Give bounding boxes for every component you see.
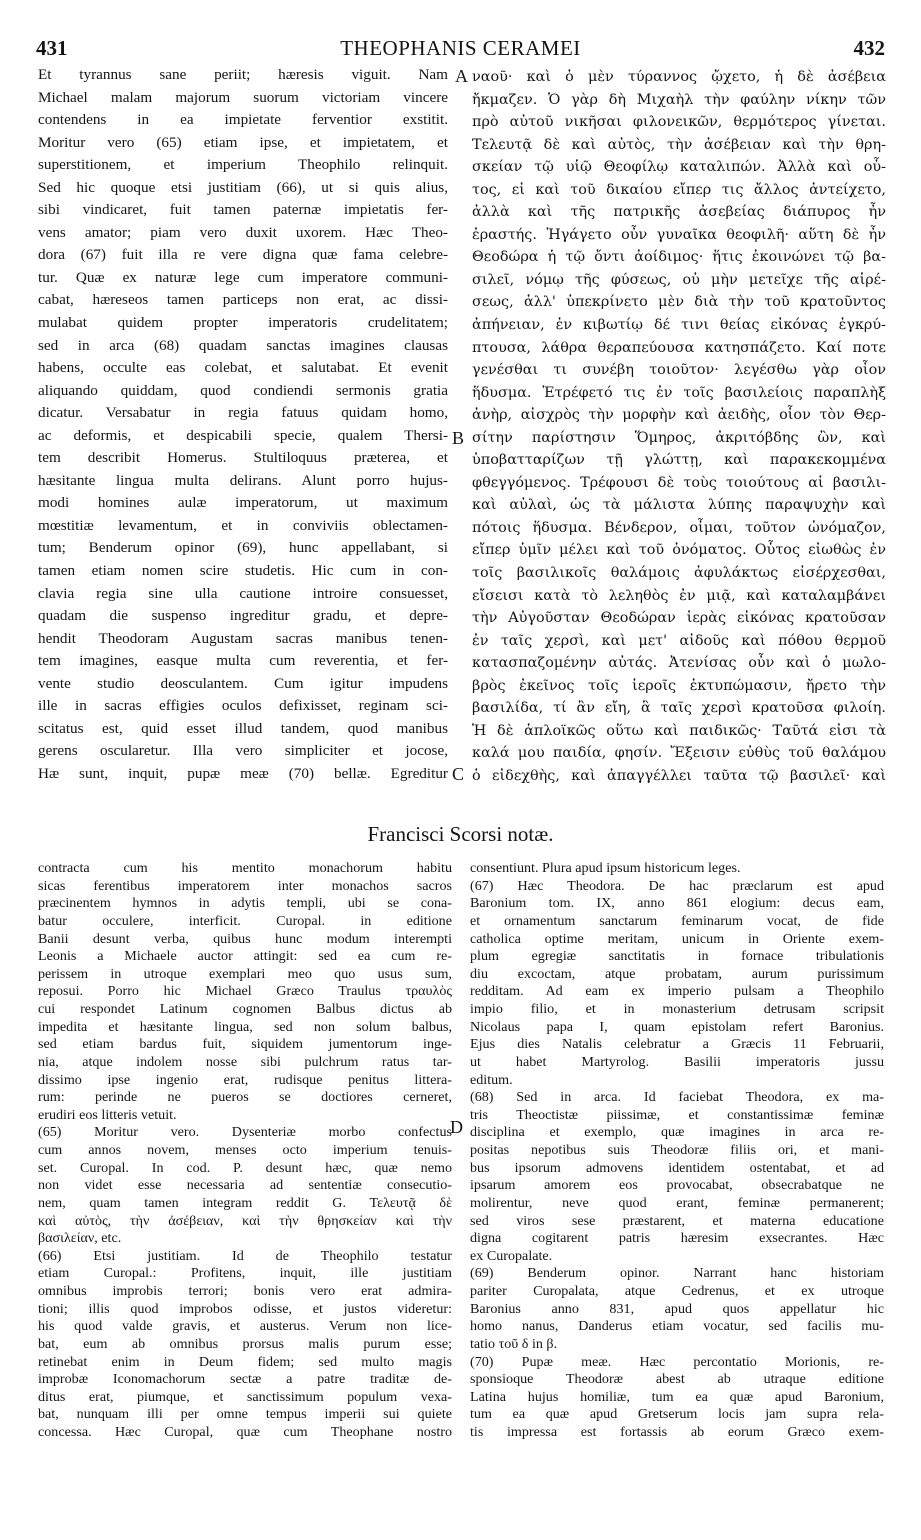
latin-text-line: tum; Benderum opinor (69), hunc appellabant, si [38,539,448,557]
latin-text-line: sed in arca (68) quadam sanctas imagines clausas [38,336,448,354]
latin-text-line: dicatur. Versabatur in regia fatuus quidam homo, [38,404,448,422]
greek-text-line: κατασπαζομένην αὐτάς. Ἀτενίσας οὖν καὶ ὁ μωλο- [472,655,886,672]
note-line: rum: perinde ne pueros se doctiores cerneret, [38,1089,452,1106]
latin-text-line: ille in sacras effigies oculos defixisset, reginam sci- [38,697,448,715]
page-number-right: 432 [853,36,885,60]
margin-marker-b: B [452,428,465,448]
note-line: sed viros sese præstarent, et materna educatione [470,1212,884,1229]
note-line: Banii desunt verba, quibus hunc modum interempti [38,930,452,947]
latin-text-line: contendens in ea impietate ferventior exstitit. [38,111,448,129]
note-line: disciplina et exemplo, quæ imagines in arca re- [470,1124,884,1141]
greek-text-line: γενέσθαι τι συνέβη τοιοῦτον· λεγέσθω γὰρ οἷον [472,362,886,379]
latin-text-line: Moritur vero (65) etiam ipse, et impietatem, et [38,133,448,151]
note-line: pariter Curopalata, atque Cedrenus, et ex utroque [470,1283,884,1299]
greek-text-line: ἐν ταῖς χερσὶ, καὶ μετ' αἰδοῦς καὶ πόθου θερμοῦ [472,632,886,649]
note-line: sponsioque Theodoræ abest ab utraque editione [470,1371,884,1388]
latin-text-line: quadam die suspenso ingreditur gradu, et depre- [38,607,448,625]
latin-text-line: tamen etiam nomen scire studetis. Hic cum in con- [38,562,448,580]
note-line: et ornamentum sanctarum feminarum vocat, de fide [470,912,884,929]
note-line: impio filio, et in monasterium detrusam scripsit [470,1001,884,1017]
note-line: non videt esse necessaria ad sententiæ consecutio- [38,1177,452,1194]
note-line: Leonis a Michaele auctor attingit: sed ea cum re- [38,948,452,965]
latin-text-line: Hæ sunt, inquit, pupæ meæ (70) bellæ. Egreditur [38,764,448,782]
note-line: improbæ Iconomachorum sectæ a patre traditæ de- [38,1371,452,1388]
note-line: præcinentem hymnos in adytis templi, ubi se cona- [38,895,452,912]
greek-text-line: ναοῦ· καὶ ὁ μὲν τύραννος ᾤχετο, ἡ δὲ ἀσέβεια [472,69,886,85]
latin-text-line: scitatus est, quid esset illud tandem, quod manibus [38,719,448,737]
note-line: set. Curopal. In cod. P. desunt hæc, quæ nemo [38,1159,452,1176]
latin-text-line: vente studio deosculantem. Cum igitur impudens [38,674,448,692]
note-line: ex Curopalate. [470,1247,553,1264]
latin-text-line: habens, occulte eas colebat, et salutabat. Et evenit [38,359,448,377]
greek-text-line: καὶ αὐλαὶ, ὡς τὰ μάλιστα λύπης παραψυχὴν καὶ [472,497,886,514]
note-line: contracta cum his mentito monachorum habitu [38,860,452,876]
note-line: tatio τοῦ δ in β. [470,1335,558,1352]
note-line: καὶ αὐτὸς, τὴν ἀσέβειαν, καὶ τὴν θρησκείαν καὶ τὴν [38,1212,452,1229]
latin-text-line: tur. Quæ ex naturæ lege cum imperatore communi- [38,268,448,286]
note-line: (66) Etsi justitiam. Id de Theophilo testatur [38,1247,452,1264]
notes-heading: Francisci Scorsi notæ. [367,822,554,846]
note-line: (68) Sed in arca. Id faciebat Theodora, ex ma- [470,1089,884,1106]
note-line: erudiri eos litteris vetuit. [38,1106,177,1123]
greek-text-line: ἀνὴρ, αἰσχρὸς τὴν μορφὴν καὶ ἀειδὴς, οἷον τὸν Θερ- [472,407,886,424]
note-line: ut habet Martyrolog. Basilii imperatoris jussu [470,1053,884,1070]
greek-text-line: Τελευτᾷ δὲ καὶ αὐτὸς, τὴν ἀσέβειαν καὶ τὴν θρη- [472,136,886,153]
running-title: THEOPHANIS CERAMEI [340,36,581,60]
latin-text-line: hæsitante lingua multa delirans. Alunt porro hujus- [38,471,448,489]
greek-text-line: τος, εἰ καὶ τοῦ δικαίου εἴπερ τις ἄλλος ἀντείχετο, [472,181,886,198]
notes-left-column [38,860,452,1460]
note-line: homo nanus, Danderus etiam vocatur, sed facilis mu- [470,1318,884,1335]
latin-text-line: Michael malam majorum suorum victoriam vincere [38,88,448,106]
greek-text-line: εἴσεισι κατὰ τὸ λεληθὸς ἐν μιᾷ, καὶ καταλαμβάνει [472,587,886,604]
greek-text-line: σκείαν τῷ υἱῷ Θεοφίλῳ καταλιπών. Ἀλλὰ καὶ οὗ- [472,159,886,176]
note-line: reposui. Porro hic Michael Græco Traulus τραυλὸς [38,983,452,1000]
latin-text-line: vens amator; piam vero duxit uxorem. Hæc Theo- [38,223,448,241]
note-line: sicas ferentibus imperatorem inter monachos sacros [38,877,452,894]
latin-text-line: modi homines aulæ imperatorum, ut maximum [38,494,448,512]
note-line: Nicolaus papa I, quam epistolam refert Baronius. [470,1018,884,1035]
greek-text-line: ἥδυσμα. Ἐτρέφετό τις ἐν τοῖς βασιλείοις παραπλὴξ [472,384,886,401]
note-line: (67) Hæc Theodora. De hac præclarum est apud [470,877,884,894]
note-line: bus ipsorum admovens identidem ostentabat, et ad [470,1159,884,1176]
greek-text-line: πτουσα, λάθρα θεραπεύουσα κατησπάζετο. Καί ποτε [472,339,886,356]
note-line: his quod valde gravis, et austerus. Verum non lice- [38,1318,452,1335]
note-line: (70) Pupæ meæ. Hæc percontatio Morionis, re- [470,1353,884,1370]
latin-text-line: hendit Theodoram Augustam sacras manibus tenen- [38,629,448,647]
greek-text-line: ἀλλὰ καὶ τῆς πατρικῆς ἀσεβείας διάπυρος ἦν [472,204,886,221]
note-line: molirentur, neve quod erant, feminæ permanerent; [470,1194,884,1211]
note-line: nia, atque indolem nosse sibi pulchrum ratus tar- [38,1053,452,1070]
note-line: etiam Curopal.: Profitens, inquit, ille justitiam [38,1265,452,1282]
note-line: positas nepotibus suis Theodoræ filiis ori, et mani- [470,1142,884,1158]
greek-text-line: ἀπήνειαν, ἐν κιβωτίῳ δέ τινι θείας εἰκόνας ἐγκρύ- [472,317,886,334]
note-line: cui respondet Latinum cognomen Balbus dictus ab [38,1001,452,1017]
note-line: digna cogitarent patris hæresim exsecrantes. Hæc [470,1230,884,1247]
note-line: tis impressa est fortassis ab eorum Græco exem- [470,1424,884,1440]
note-line: Baronius anno 831, apud quos appellatur hic [470,1300,884,1317]
greek-text-line: Θεοδώρα ἡ τῷ ὄντι ἀοίδιμος· ἥτις ἐκοινώνει τῷ βα- [472,249,886,266]
note-line: (69) Benderum opinor. Narrant hanc historiam [470,1265,884,1282]
margin-marker-c: C [452,764,465,784]
notes-right-column [470,860,884,1460]
note-line: Ejus dies Natalis celebratur a Græcis 11 Februarii, [470,1036,884,1053]
note-line: impedita et hæsitante lingua, sed non solum balbus, [38,1018,452,1035]
margin-marker-d: D [450,1117,463,1137]
note-line: catholica optime meritam, unicum in Oriente exem- [470,930,884,947]
note-line: tioni; illis quod improbos odisse, et justos videretur: [38,1300,452,1317]
note-line: editum. [470,1071,513,1088]
note-line: plum egregiæ sanctitatis in fornace tribulationis [470,948,884,965]
note-line: (65) Moritur vero. Dysenteriæ morbo confectus [38,1124,452,1141]
latin-text-line: tem imagines, easque multa cum reverentia, et fer- [38,652,448,670]
note-line: ipsarum amorem eos provocabat, obsecrabatque ne [470,1177,884,1194]
latin-text-column [38,64,448,789]
note-line: nem, quam tamen integram reddit G. Τελευτᾷ δὲ [38,1194,452,1211]
note-line: Baronium tom. IX, anno 861 elogium: decus eam, [470,895,884,912]
note-line: consentiunt. Plura apud ipsum historicum leges. [470,860,741,876]
page-number-left: 431 [36,36,68,60]
latin-text-line: cabat, hæreseos tamen particeps non erat, ac dissi- [38,291,448,309]
note-line: dissimo ipse ingenio erat, rudisque penitus littera- [38,1071,452,1088]
latin-text-line: superstitionem, et imperium Theophilo relinquit. [38,156,448,174]
note-line: cum annos novem, menses octo imperium tenuis- [38,1142,452,1158]
greek-text-line: σίτην παρίστησιν Ὅμηρος, ἀκριτόβδης ὢν, καὶ [472,429,886,446]
note-line: concessa. Hæc Curopal, quæ cum Theophane nostro [38,1424,452,1440]
latin-text-line: clavia regia sine ulla cautione introire consuesset, [38,584,448,602]
note-line: tris Theoctistæ piissimæ, et constantissimæ feminæ [470,1106,884,1123]
greek-text-line: εἴπερ ὑμῖν μέλει καὶ τοῦ ὀνόματος. Οὗτος εἰωθὼς ἐν [472,542,886,559]
latin-text-line: ac deformis, et despicabili specie, qualem Thersi- [38,426,448,444]
greek-text-line: βρὸς ἐκεῖνος τοῖς ἱεροῖς ἐκτυπώμασιν, ἤρετο τὴν [472,677,886,694]
greek-text-line: τοῖς βασιλικοῖς θαλάμοις ἀφυλάκτως εἰσέρχεσθαι, [472,565,886,582]
greek-text-line: ὑποβατταρίζων τῇ γλώττῃ, καὶ παρακεκομμένα [472,452,886,469]
greek-text-line: Ἡ δὲ ἁπλοϊκῶς οὕτω καὶ παιδικῶς· Ταῦτά εἰσι τὰ [472,722,886,739]
greek-text-line: ἐραστής. Ἠγάγετο οὖν γυναῖκα θεοφιλῆ· αὕτη δὲ ἦν [472,226,886,243]
note-line: redditam. Ad eam ex imperio pulsam a Theophilo [470,983,884,1000]
note-line: Latina hujus homiliæ, tum ea quæ apud Baronium, [470,1388,884,1405]
latin-text-line: mœstitiæ levamentum, et in conviviis oblectamen- [38,516,448,534]
greek-text-line: καλά μου παιδία, φησίν. Ἔξεισιν εὐθὺς τοῦ θαλάμου [472,745,886,762]
greek-text-line: βασιλίδα, τί ἂν εἴη, ἃ ταῖς χερσὶ κρατοῦσα φιλοίη. [472,700,886,717]
latin-text-line: gerens oscularetur. Illa vero simpliciter et jocose, [38,742,448,760]
note-line: tum ea quæ apud Gretserum locis jam supra rela- [470,1406,884,1423]
note-line: bat, nunquam illi per omne tempus imperii sui quiete [38,1406,452,1423]
latin-text-line: aliquando quiddam, quod condiendi sermonis gratia [38,381,448,399]
greek-text-line: ἤκμαζεν. Ὁ γὰρ δὴ Μιχαὴλ τὴν φαύλην νίκην τῶν [472,91,886,108]
note-line: batur occulere, interficit. Curopal. in editione [38,912,452,929]
note-line: ditus erat, piumque, et sanctissimum populum vexa- [38,1388,452,1405]
note-line: bat, eum ab omnibus prorsus malis purum esse; [38,1335,452,1352]
latin-text-line: dora (67) fuit illa re vere digna quæ fama celebre- [38,246,448,264]
note-line: perissem in utroque exemplari meo quo usus sum, [38,965,452,982]
note-line: omnibus improbis terrori; bonis vero erat admira- [38,1283,452,1299]
latin-text-line: Et tyrannus sane periit; hæresis viguit. Nam [38,66,448,83]
running-header [36,36,885,62]
latin-text-line: mulabat quidem propter imperatoris crudelitatem; [38,314,448,332]
greek-text-line: πρὸ αὐτοῦ νικῆσαι φιλονεικῶν, θερμότερος γίνεται. [472,114,886,131]
margin-marker-a: A [455,66,468,86]
greek-text-line: τὴν Αὐγοῦσταν Θεοδώραν ἱερὰς εἰκόνας κρατοῦσαν [472,610,886,627]
latin-text-line: tem describit Homerus. Stultiloquus præterea, et [38,449,448,467]
note-line: retinebat enim in Deum fidem; sed multo magis [38,1353,452,1370]
greek-text-line: σεως, ἀλλ' ὑπεκρίνετο μὲν διὰ τὴν τοῦ κρατοῦντος [472,294,886,311]
latin-text-line: Sed hic quoque etsi justitiam (66), ut si quis alius, [38,178,448,196]
note-line: sed etiam bardus fuit, siquidem jumentorum inge- [38,1036,452,1053]
greek-text-line: φθεγγόμενος. Τρέφουσι δὲ τοὺς τοιούτους αἱ βασιλι- [472,474,886,491]
greek-text-line: σιλεῖ, νόμῳ τῆς φύσεως, οὐ μὴν μετεῖχε τῆς αἱρέ- [472,271,886,288]
note-line: diu excoctam, atque probatam, aurum purissimum [470,965,884,982]
note-line: βασιλείαν, etc. [38,1230,122,1247]
latin-text-line: sibi vindicaret, fuit tamen paternæ impietatis fer- [38,201,448,219]
greek-text-line: πότοις ἥδυσμα. Βένδερον, οἶμαι, τοῦτον ὠνόμαζον, [472,519,886,536]
greek-text-column [472,66,886,791]
greek-text-line: ὁ εἰδεχθὴς, καὶ ἀπαγγέλλει ταῦτα τῷ βασιλεῖ· καὶ [472,767,886,784]
